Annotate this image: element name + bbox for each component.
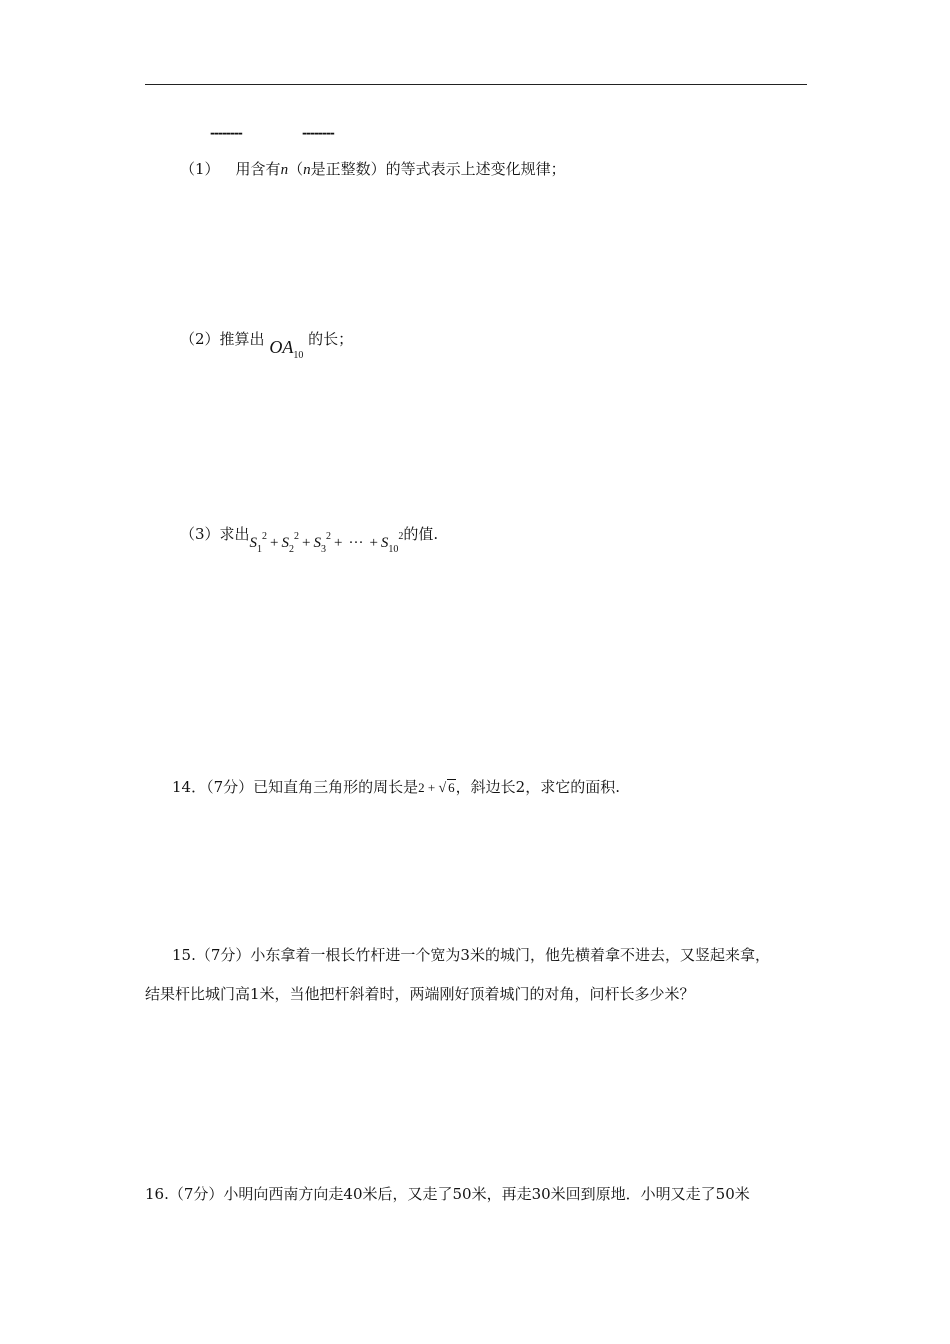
q13-part2-text-b: 的长； bbox=[308, 330, 354, 348]
perimeter-expression: 2 + √ 6 bbox=[418, 780, 455, 796]
sum-term-1: $S_1^2$ bbox=[249, 531, 268, 555]
sum-term-2: $S_2^2$ bbox=[281, 531, 300, 555]
oa-subscript: 10 bbox=[293, 350, 304, 361]
q13-part1 bbox=[180, 158, 566, 179]
q13-part3 bbox=[180, 523, 439, 555]
plus-sign: + bbox=[369, 535, 378, 551]
plus-sign: + bbox=[333, 535, 343, 551]
oa-base: OA bbox=[269, 337, 294, 357]
question-15-line-2: 结果杆比城门高1米，当他把杆斜着时，两端刚好顶着城门的对角，问杆长多少米？ bbox=[145, 985, 695, 1003]
sum-term-3: $S_3^2$ bbox=[313, 531, 331, 555]
sum-term-10: $S_{10}^2$ bbox=[380, 531, 404, 555]
plus-sign: + bbox=[270, 535, 279, 551]
plus-sign: + bbox=[302, 535, 311, 551]
header-rule bbox=[145, 84, 807, 85]
oa10-expression bbox=[269, 337, 304, 361]
q14-text-a: 14．（7分）已知直角三角形的周长是 bbox=[172, 778, 419, 796]
q13-part1-paren: （ bbox=[288, 160, 304, 178]
q13-part1-number: （1） bbox=[180, 160, 220, 178]
q13-part2-text-a: （2）推算出 bbox=[180, 330, 265, 348]
q13-part1-text-a: 用含有 bbox=[235, 160, 281, 178]
q13-part2 bbox=[180, 328, 354, 361]
radicand: 6 bbox=[448, 780, 455, 795]
perimeter-expr-a: 2 + bbox=[418, 780, 439, 795]
header-mark-left: -------- bbox=[210, 126, 242, 140]
header-mark-right: -------- bbox=[302, 126, 334, 140]
q13-part3-text-b: 的值. bbox=[403, 525, 439, 543]
q13-part1-var: n bbox=[280, 162, 289, 178]
question-16-line-1: 16.（7分）小明向西南方向走40米后，又走了50米，再走30米回到原地．小明又走了50米 bbox=[145, 1185, 750, 1203]
q13-part1-text-b: 是正整数）的等式表示上述变化规律； bbox=[310, 160, 566, 178]
question-14 bbox=[172, 776, 620, 797]
sum-of-squares-expression bbox=[249, 531, 404, 555]
ellipsis: ··· bbox=[348, 535, 364, 551]
q14-text-b: ，斜边长2，求它的面积. bbox=[455, 778, 620, 796]
q13-part1-var2: n bbox=[303, 162, 311, 178]
question-15-line-1: 15.（7分）小东拿着一根长竹杆进一个宽为3米的城门，他先横着拿不进去，又竖起来拿， bbox=[172, 946, 770, 964]
q13-part3-text-a: （3）求出 bbox=[180, 525, 250, 543]
